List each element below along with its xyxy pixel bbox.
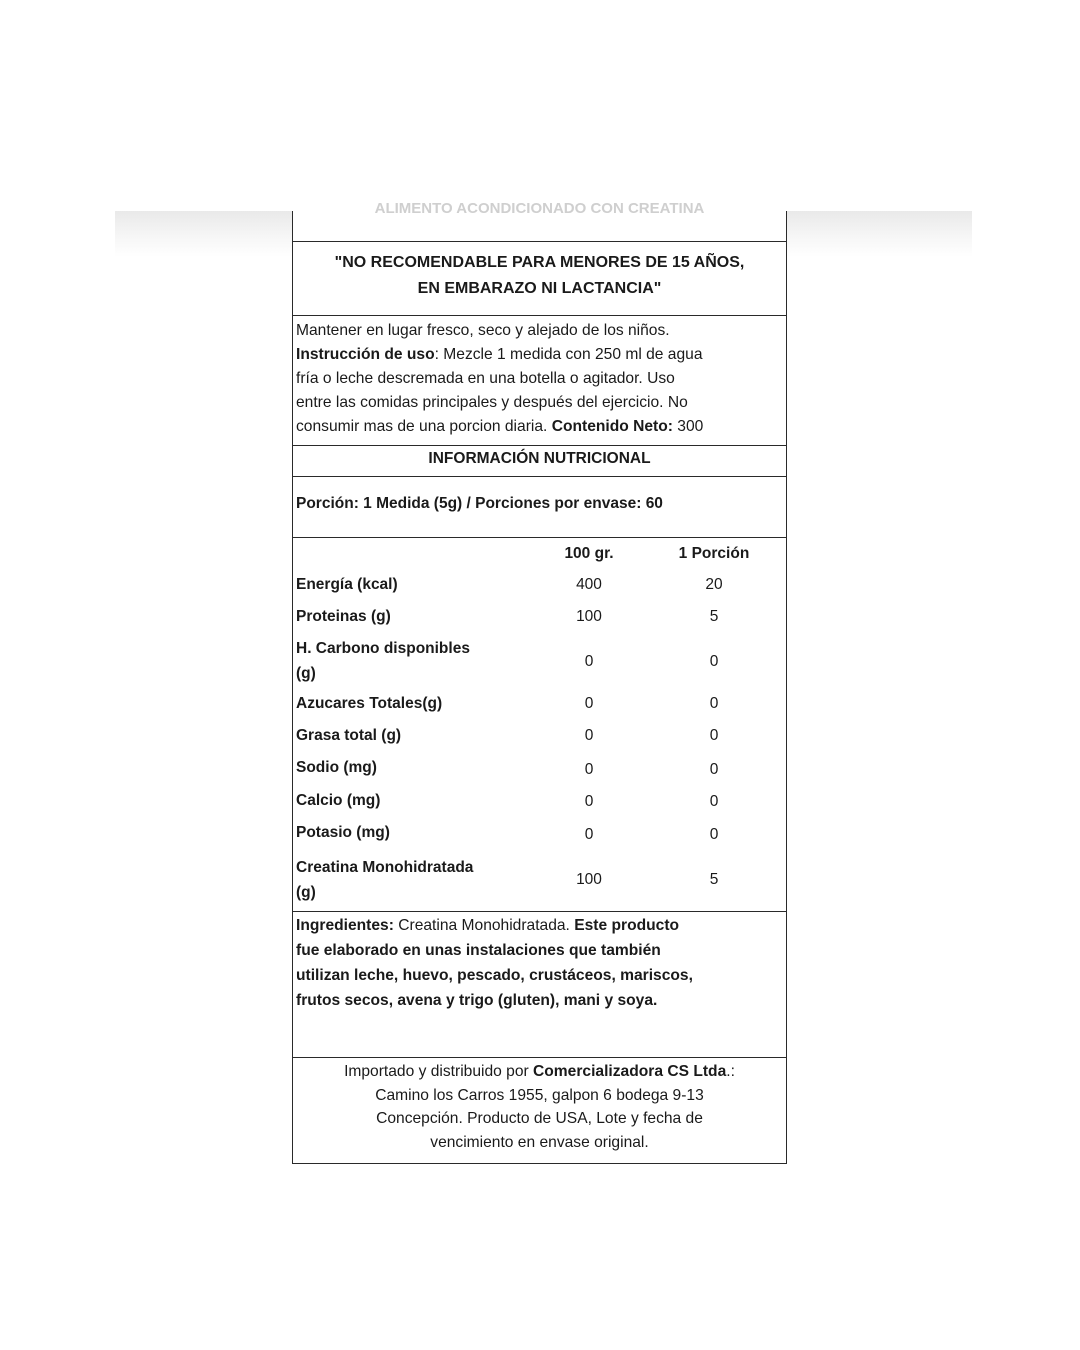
nutrition-table (293, 537, 786, 911)
nutrient-label-line-2: (g) (296, 665, 316, 682)
value-portion: 0 (709, 695, 719, 712)
column-header-portion: 1 Porción (678, 545, 750, 562)
importer-expiry: vencimiento en envase original. (430, 1133, 649, 1151)
value-100g: 0 (584, 761, 594, 778)
nutrient-label: Grasa total (g) (296, 727, 402, 744)
value-100g: 0 (584, 695, 594, 712)
cut-off-title-text: ALIMENTO ACONDICIONADO CON CREATINA (374, 200, 705, 217)
value-portion: 0 (709, 826, 719, 843)
nutrition-title-text: INFORMACIÓN NUTRICIONAL (428, 450, 651, 467)
nutrient-label: Proteinas (g) (296, 608, 391, 625)
allergen-line-3: utilizan leche, huevo, pescado, crustáceos, mariscos, (296, 967, 693, 984)
value-portion: 20 (705, 576, 723, 593)
ingredients (293, 911, 786, 1057)
nutrient-label: Azucares Totales(g) (296, 695, 443, 712)
serving-info (293, 476, 786, 537)
nutrition-label (292, 200, 787, 1164)
nutrient-label-line-1: H. Carbono disponibles (296, 640, 470, 657)
value-100g: 400 (576, 576, 602, 593)
nutrient-label (296, 855, 531, 905)
ingredients-text: Creatina Monohidratada. (393, 917, 575, 934)
importer-text-end: .: (726, 1063, 735, 1080)
value-portion: 0 (709, 653, 719, 670)
value-100g: 100 (576, 871, 602, 888)
nutrient-label: Calcio (mg) (296, 792, 381, 809)
value-100g: 0 (584, 727, 594, 744)
importer-info (293, 1057, 786, 1164)
allergen-intro: Este producto (574, 917, 680, 934)
nutrient-label: Energía (kcal) (296, 576, 398, 593)
allergen-line-2: fue elaborado en unas instalaciones que también (296, 942, 661, 959)
value-100g: 100 (576, 608, 602, 625)
value-portion: 0 (709, 793, 719, 810)
instruction-line (296, 343, 784, 367)
value-100g: 0 (584, 793, 594, 810)
nutrient-label: Sodio (mg) (296, 759, 377, 776)
nutrient-label-line-2: (g) (296, 884, 316, 901)
value-100g: 0 (584, 653, 594, 670)
ingredients-label: Ingredientes: (296, 917, 394, 934)
value-portion: 0 (709, 727, 719, 744)
cut-off-title (293, 200, 786, 241)
nutrient-label-line-1: Creatina Monohidratada (296, 859, 474, 876)
usage-instructions (293, 315, 786, 445)
net-content-value: 300 (672, 418, 704, 435)
column-header-100g: 100 gr. (564, 545, 614, 562)
nutrient-label: Potasio (mg) (296, 824, 390, 841)
ingredients-line-1 (296, 913, 782, 938)
importer-address: Camino los Carros 1955, galpon 6 bodega 9-13 (375, 1086, 704, 1104)
importer-text: Importado y distribuido por (344, 1063, 534, 1080)
usage-line-3: fría o leche descremada en una botella o agitador. Uso (296, 370, 675, 387)
instruction-label: Instrucción de uso (296, 346, 435, 363)
value-portion: 0 (709, 761, 719, 778)
warning-line-2: EN EMBARAZO NI LACTANCIA" (417, 280, 662, 297)
nutrition-title (293, 445, 786, 476)
usage-line-5: consumir mas de una porcion diaria. (296, 418, 552, 435)
allergen-line-4: frutos secos, avena y trigo (gluten), mani y soya. (296, 992, 658, 1009)
storage-text: Mantener en lugar fresco, seco y alejado de los niños. (296, 322, 670, 339)
value-portion: 5 (709, 871, 719, 888)
net-content-line (296, 415, 784, 439)
serving-text: Porción: 1 Medida (5g) / Porciones por envase: 60 (296, 495, 663, 512)
value-portion: 5 (709, 608, 719, 625)
value-100g: 0 (584, 826, 594, 843)
warning-line-1: "NO RECOMENDABLE PARA MENORES DE 15 AÑOS, (334, 254, 745, 271)
importer-origin: Concepción. Producto de USA, Lote y fecha de (376, 1110, 703, 1127)
usage-line-4: entre las comidas principales y después del ejercicio. No (296, 394, 688, 411)
nutrient-label (296, 636, 531, 686)
instruction-text: : Mezcle 1 medida con 250 ml de agua (434, 346, 703, 363)
age-warning (293, 241, 786, 315)
importer-line-1 (299, 1060, 780, 1084)
importer-company: Comercializadora CS Ltda (533, 1063, 727, 1080)
net-content-label: Contenido Neto: (551, 418, 673, 435)
